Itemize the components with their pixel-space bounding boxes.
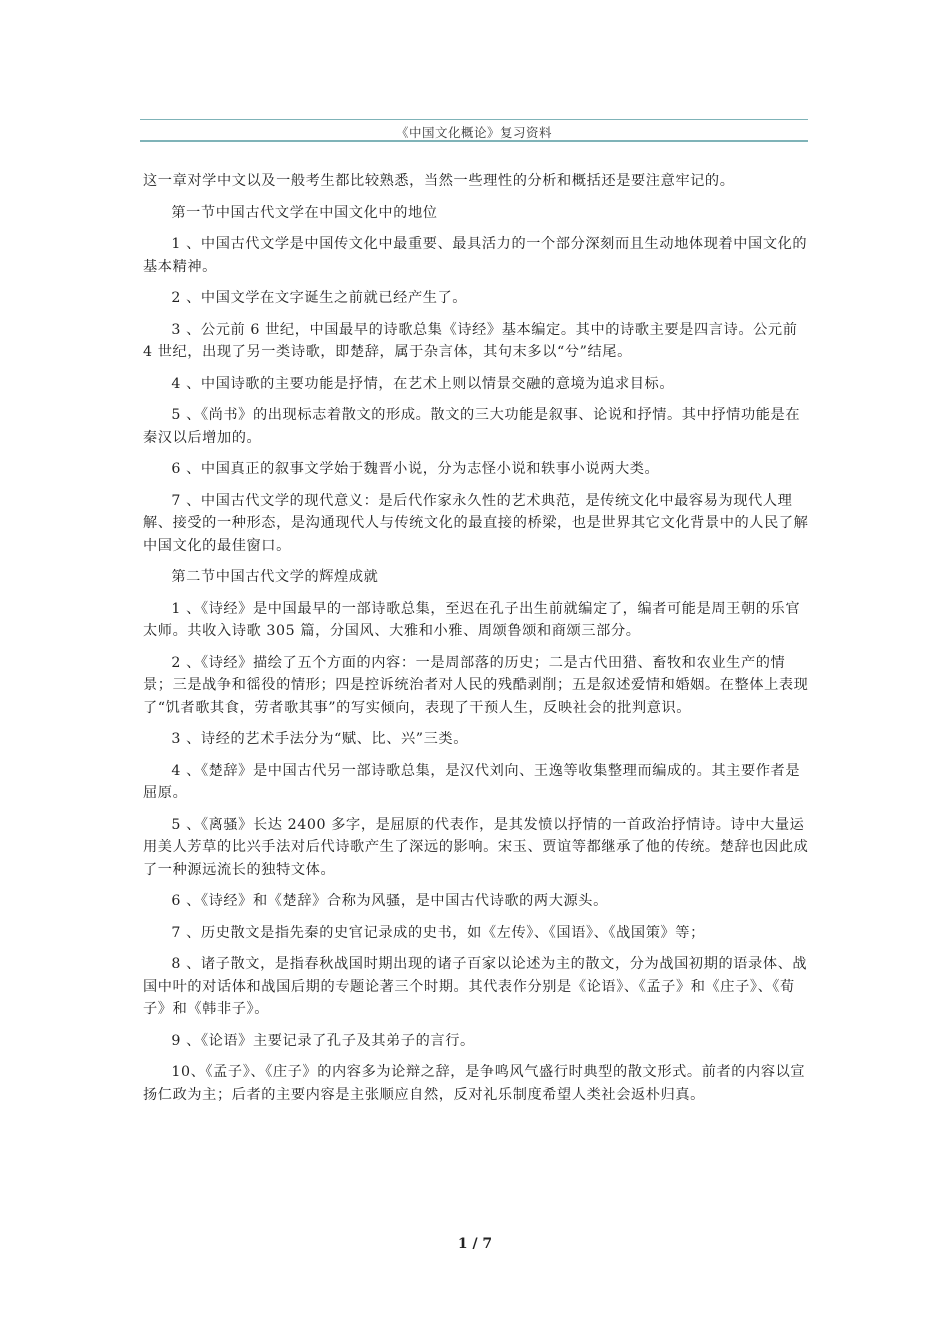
paragraph: 1 、《诗经》是中国最早的一部诗歌总集，至迟在孔子出生前就编定了，编者可能是周王朝的乐官太师。共收入诗歌 305 篇，分国风、大雅和小雅、周颂鲁颂和商颂三部分。 [143, 600, 801, 639]
paragraph: 2 、中国文学在文字诞生之前就已经产生了。 [171, 290, 468, 306]
paragraph: 10、《孟子》、《庄子》的内容多为论辩之辞，是争鸣风气盛行时典型的散文形式。前者的内容以宣扬仁政为主；后者的主要内容是主张顺应自然，反对礼乐制度希望人类社会返朴归真。 [143, 1064, 806, 1103]
paragraph: 5 、《尚书》的出现标志着散文的形成。散文的三大功能是叙事、论说和抒情。其中抒情功能是在秦汉以后增加的。 [143, 407, 801, 446]
paragraph: 7 、中国古代文学的现代意义：是后代作家永久性的艺术典范，是传统文化中最容易为现代人理解、接受的一种形态，是沟通现代人与传统文化的最直接的桥梁，也是世界其它文化背景中的人民了解中国文化的最佳窗口。 [143, 492, 809, 554]
paragraph: 3 、诗经的艺术手法分为“赋、比、兴”三类。 [171, 731, 469, 747]
paragraph: 2 、《诗经》描绘了五个方面的内容：一是周部落的历史；二是古代田猎、畜牧和农业生产的情景；三是战争和徭役的情形；四是控诉统治者对人民的残酷剥削；五是叙述爱情和婚姻。在整体上表现了“饥者歌其食，劳者歌其事”的写实倾向，表现了干预人生，反映社会的批判意识。 [143, 654, 809, 716]
paragraph: 6 、《诗经》和《楚辞》合称为风骚，是中国古代诗歌的两大源头。 [171, 893, 608, 909]
header-title: 《中国文化概论》复习资料 [395, 125, 552, 140]
paragraph: 1 、中国古代文学是中国传文化中最重要、最具活力的一个部分深刻而且生动地体现着中国文化的基本精神。 [143, 236, 808, 275]
page-number: 1 / 7 [457, 1236, 493, 1252]
section-heading-2: 第二节中国古代文学的辉煌成就 [171, 569, 379, 585]
paragraph: 8 、诸子散文，是指春秋战国时期出现的诸子百家以论述为主的散文，分为战国初期的语录体、战国中叶的对话体和战国后期的专题论著三个时期。其代表作分别是《论语》、《孟子》和《庄子》、《荀子》和《韩非子》。 [143, 956, 808, 1017]
header-bottom-rule [140, 140, 808, 142]
paragraph: 3 、公元前 6 世纪，中国最早的诗歌总集《诗经》基本编定。其中的诗歌主要是四言诗。公元前 4 世纪，出现了另一类诗歌，即楚辞，属于杂言体，其句末多以“兮”结尾。 [143, 321, 798, 360]
intro-paragraph: 这一章对学中文以及一般考生都比较熟悉，当然一些理性的分析和概括还是要注意牢记的。 [143, 173, 735, 189]
paragraph: 5 、《离骚》长达 2400 多字，是屈原的代表作，是其发愤以抒情的一首政治抒情诗。诗中大量运用美人芳草的比兴手法对后代诗歌产生了深远的影响。宋玉、贾谊等都继承了他的传统。楚辞也因此成了一种源远流长的独特文体。 [143, 816, 809, 878]
document-body [143, 170, 809, 1115]
section-heading-1: 第一节中国古代文学在中国文化中的地位 [171, 204, 438, 221]
paragraph: 6 、中国真正的叙事文学始于魏晋小说，分为志怪小说和轶事小说两大类。 [171, 461, 660, 477]
paragraph: 7 、历史散文是指先秦的史官记录成的史书，如《左传》、《国语》、《战国策》等； [171, 924, 705, 941]
paragraph: 4 、《楚辞》是中国古代另一部诗歌总集，是汉代刘向、王逸等收集整理而编成的。其主要作者是屈原。 [143, 762, 801, 801]
paragraph: 9 、《论语》主要记录了孔子及其弟子的言行。 [171, 1032, 475, 1049]
paragraph: 4 、中国诗歌的主要功能是抒情，在艺术上则以情景交融的意境为追求目标。 [171, 375, 675, 392]
header-top-rule [140, 119, 808, 120]
